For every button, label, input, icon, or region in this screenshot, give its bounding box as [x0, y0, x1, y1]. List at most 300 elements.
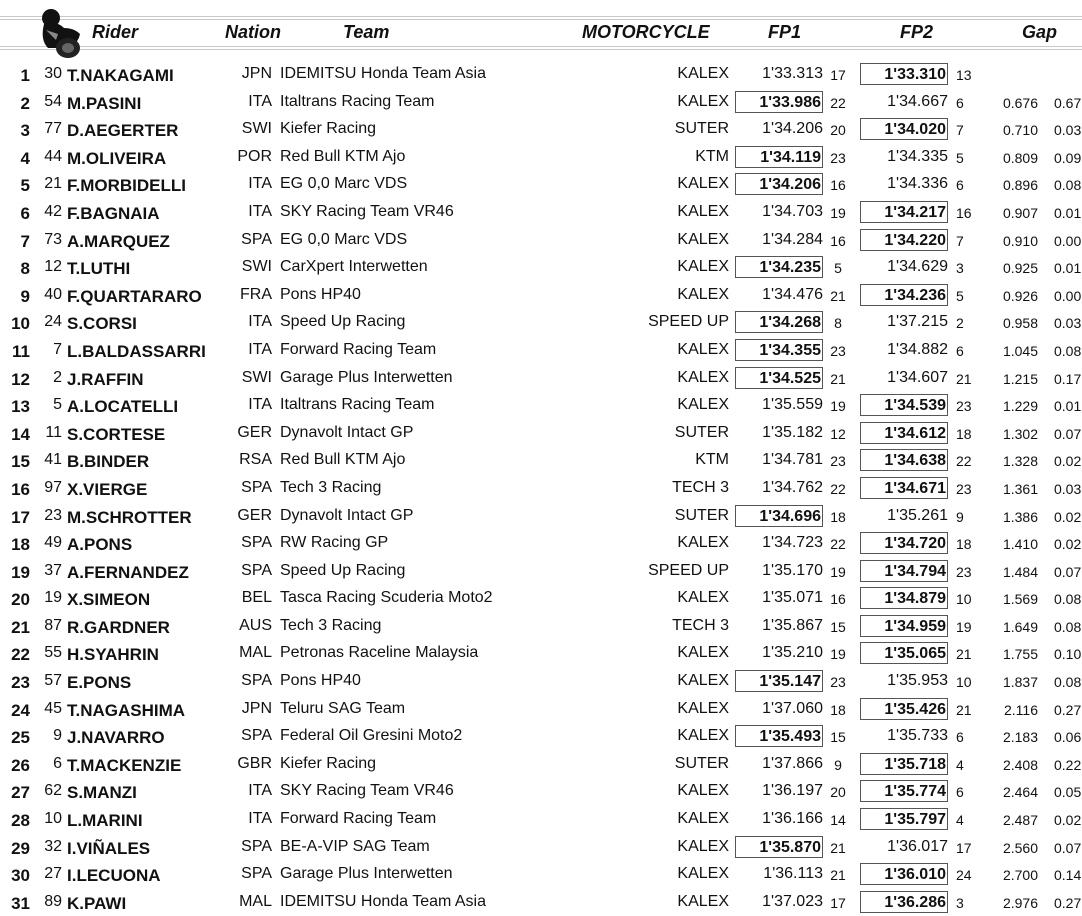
- gap-previous-cell: 0.03: [1054, 122, 1082, 139]
- fp1-time-cell: 1'35.210: [762, 644, 823, 662]
- nation-cell: SWI: [241, 120, 272, 138]
- gap-first-cell: 1.229: [1002, 398, 1038, 415]
- team-cell: Tech 3 Racing: [280, 478, 382, 496]
- fp2-time-cell: 1'34.671: [860, 477, 948, 499]
- position-cell: 18: [11, 535, 30, 555]
- rider-name-cell: B.BINDER: [67, 452, 150, 472]
- rider-name-cell: L.BALDASSARRI: [67, 341, 206, 361]
- table-row: [0, 337, 1082, 365]
- table-row: [0, 144, 1082, 172]
- team-cell: Garage Plus Interwetten: [280, 865, 453, 883]
- motorcycle-cell: SUTER: [674, 506, 729, 524]
- rider-number-cell: 41: [44, 451, 62, 469]
- table-row: [0, 696, 1082, 724]
- fp2-laps-cell: 5: [956, 149, 964, 166]
- rider-name-cell: K.PAWI: [67, 893, 127, 913]
- rider-name-cell: A.MARQUEZ: [67, 231, 170, 251]
- team-cell: IDEMITSU Honda Team Asia: [280, 892, 487, 910]
- team-cell: SKY Racing Team VR46: [280, 202, 454, 220]
- team-cell: Tasca Racing Scuderia Moto2: [280, 589, 493, 607]
- fp1-laps-cell: 22: [830, 94, 846, 111]
- rider-number-cell: 11: [45, 423, 62, 441]
- rider-name-cell: F.MORBIDELLI: [67, 176, 186, 196]
- team-cell: Dynavolt Intact GP: [280, 423, 414, 441]
- rider-name-cell: M.PASINI: [67, 93, 142, 113]
- position-cell: 22: [11, 645, 30, 665]
- gap-previous-cell: 0.08: [1054, 177, 1082, 194]
- position-cell: 17: [11, 507, 30, 527]
- table-row: [0, 475, 1082, 503]
- gap-previous-cell: 0.03: [1054, 315, 1082, 332]
- fp1-laps-cell: 19: [830, 646, 846, 663]
- rider-name-cell: F.QUARTARARO: [67, 286, 202, 306]
- fp2-time-cell: 1'35.065: [860, 642, 948, 664]
- fp1-time-cell: 1'35.170: [762, 561, 823, 579]
- nation-cell: BEL: [241, 589, 272, 607]
- header-fp1: FP1: [768, 22, 802, 42]
- fp2-time-cell: 1'34.220: [860, 229, 948, 251]
- motorcycle-cell: KALEX: [677, 92, 729, 110]
- fp1-laps-cell: 23: [830, 342, 846, 359]
- rider-name-cell: T.NAKAGAMI: [67, 66, 174, 85]
- fp1-time-cell: 1'34.268: [735, 311, 823, 333]
- fp2-laps-cell: 7: [956, 122, 964, 139]
- rider-number-cell: 19: [44, 589, 62, 607]
- fp2-laps-cell: 3: [956, 260, 964, 277]
- rider-number-cell: 9: [53, 727, 62, 745]
- team-cell: CarXpert Interwetten: [280, 258, 428, 276]
- gap-first-cell: 0.907: [1002, 204, 1038, 221]
- team-cell: Forward Racing Team: [280, 810, 437, 828]
- fp1-laps-cell: 22: [830, 536, 846, 553]
- fp1-laps-cell: 20: [830, 784, 846, 801]
- gap-previous-cell: 0.02: [1054, 453, 1082, 470]
- fp1-laps-cell: 19: [830, 398, 846, 415]
- rider-number-cell: 23: [44, 506, 62, 524]
- position-cell: 7: [20, 231, 30, 251]
- position-cell: 14: [11, 424, 30, 444]
- gap-first-cell: 1.045: [1002, 342, 1038, 359]
- fp2-time-cell: 1'36.010: [860, 863, 948, 885]
- rider-name-cell: S.CORSI: [67, 314, 137, 334]
- gap-previous-cell: 0.27: [1054, 701, 1082, 718]
- gap-first-cell: 1.649: [1002, 618, 1038, 635]
- header-nation: Nation: [225, 22, 281, 42]
- table-row: [0, 613, 1082, 641]
- gap-first-cell: 1.484: [1002, 563, 1038, 580]
- team-cell: Petronas Raceline Malaysia: [280, 644, 479, 662]
- team-cell: EG 0,0 Marc VDS: [280, 175, 408, 193]
- gap-previous-cell: 0.08: [1054, 618, 1082, 635]
- table-row: [0, 365, 1082, 393]
- fp2-laps-cell: 13: [956, 67, 972, 83]
- gap-first-cell: 0.910: [1002, 232, 1038, 249]
- nation-cell: JPN: [241, 699, 272, 717]
- nation-cell: SPA: [241, 478, 272, 496]
- fp2-laps-cell: 19: [956, 618, 972, 635]
- table-row: [0, 227, 1082, 255]
- gap-first-cell: 0.896: [1002, 177, 1038, 194]
- fp1-time-cell: 1'34.119: [735, 146, 823, 168]
- team-cell: Speed Up Racing: [280, 561, 406, 579]
- fp2-laps-cell: 6: [956, 784, 964, 801]
- position-cell: 26: [11, 755, 30, 775]
- fp2-time-cell: 1'35.718: [860, 753, 948, 775]
- gap-first-cell: 2.487: [1002, 812, 1038, 829]
- rider-number-cell: 37: [44, 561, 62, 579]
- gap-previous-cell: 0.02: [1054, 508, 1082, 525]
- gap-previous-cell: 0.02: [1054, 812, 1082, 829]
- fp2-time-cell: 1'35.261: [887, 506, 948, 524]
- position-cell: 23: [11, 673, 30, 693]
- rider-name-cell: D.AEGERTER: [67, 121, 179, 141]
- table-row: [0, 420, 1082, 448]
- rider-name-cell: R.GARDNER: [67, 617, 170, 637]
- rider-name-cell: M.SCHROTTER: [67, 507, 192, 527]
- rider-name-cell: A.PONS: [67, 535, 133, 555]
- fp2-laps-cell: 18: [956, 425, 972, 442]
- header-top-rule: [0, 16, 1082, 17]
- table-row: [0, 778, 1082, 806]
- fp1-laps-cell: 12: [830, 425, 846, 442]
- position-cell: 28: [11, 811, 30, 831]
- rider-number-cell: 89: [44, 892, 62, 910]
- position-cell: 31: [11, 893, 30, 913]
- gap-previous-cell: 0.01: [1054, 260, 1082, 277]
- table-header: [0, 0, 1082, 56]
- motorcycle-cell: TECH 3: [672, 478, 729, 496]
- rider-number-cell: 10: [44, 810, 62, 828]
- gap-first-cell: 2.408: [1002, 756, 1038, 773]
- nation-cell: AUS: [239, 616, 272, 634]
- fp2-laps-cell: 6: [956, 177, 964, 194]
- nation-cell: ITA: [248, 396, 272, 414]
- nation-cell: MAL: [239, 892, 272, 910]
- nation-cell: SPA: [241, 727, 272, 745]
- nation-cell: ITA: [248, 202, 272, 220]
- gap-first-cell: 1.361: [1002, 480, 1038, 497]
- fp2-laps-cell: 21: [956, 370, 972, 387]
- gap-first-cell: 1.569: [1002, 591, 1038, 608]
- motorcycle-cell: KALEX: [677, 230, 729, 248]
- team-cell: EG 0,0 Marc VDS: [280, 230, 408, 248]
- team-cell: Pons HP40: [280, 285, 361, 303]
- gap-first-cell: 1.302: [1002, 425, 1038, 442]
- fp1-time-cell: 1'34.206: [735, 173, 823, 195]
- table-row: [0, 254, 1082, 282]
- gap-previous-cell: 0.08: [1054, 674, 1082, 691]
- rider-number-cell: 42: [44, 202, 62, 220]
- motorcycle-cell: SPEED UP: [648, 313, 729, 331]
- team-cell: Pons HP40: [280, 672, 361, 690]
- fp1-laps-cell: 17: [830, 894, 846, 911]
- fp1-time-cell: 1'35.182: [762, 423, 823, 441]
- nation-cell: JPN: [241, 65, 272, 82]
- fp1-time-cell: 1'34.703: [762, 202, 823, 220]
- gap-first-cell: 1.837: [1002, 674, 1038, 691]
- position-cell: 8: [20, 259, 30, 279]
- fp1-time-cell: 1'34.206: [762, 120, 823, 138]
- fp2-time-cell: 1'34.336: [887, 175, 948, 193]
- position-cell: 3: [20, 121, 30, 141]
- fp1-time-cell: 1'34.235: [735, 256, 823, 278]
- gap-first-cell: 2.976: [1002, 894, 1038, 911]
- table-row: [0, 199, 1082, 227]
- gap-previous-cell: 0.01: [1054, 204, 1082, 221]
- position-cell: 21: [11, 617, 30, 637]
- fp1-laps-cell: 21: [830, 287, 846, 304]
- nation-cell: ITA: [248, 313, 272, 331]
- fp1-time-cell: 1'35.493: [735, 725, 823, 747]
- nation-cell: FRA: [240, 285, 272, 303]
- nation-cell: SPA: [241, 837, 272, 855]
- fp2-time-cell: 1'34.335: [887, 147, 948, 165]
- fp1-time-cell: 1'34.762: [762, 478, 823, 496]
- table-row: [0, 668, 1082, 696]
- rider-name-cell: X.SIMEON: [67, 590, 151, 610]
- header-motorcycle: MOTORCYCLE: [582, 22, 710, 42]
- position-cell: 16: [11, 479, 30, 499]
- table-row: [0, 309, 1082, 337]
- rider-name-cell: A.FERNANDEZ: [67, 562, 189, 582]
- header-fp2: FP2: [900, 22, 934, 42]
- gap-first-cell: 0.958: [1002, 315, 1038, 332]
- motorcycle-cell: SUTER: [674, 754, 729, 772]
- fp1-time-cell: 1'37.866: [762, 754, 823, 772]
- fp2-time-cell: 1'34.607: [887, 368, 948, 386]
- fp1-time-cell: 1'36.197: [762, 782, 823, 800]
- position-cell: 12: [11, 369, 30, 389]
- fp2-time-cell: 1'36.286: [860, 891, 948, 913]
- fp1-time-cell: 1'34.696: [735, 505, 823, 527]
- fp2-time-cell: 1'34.629: [887, 258, 948, 276]
- motorcycle-cell: KALEX: [677, 340, 729, 358]
- team-cell: Speed Up Racing: [280, 313, 406, 331]
- team-cell: Dynavolt Intact GP: [280, 506, 414, 524]
- fp2-laps-cell: 23: [956, 563, 972, 580]
- position-cell: 4: [20, 148, 30, 168]
- rider-number-cell: 5: [53, 396, 62, 414]
- table-row: [0, 640, 1082, 668]
- nation-cell: ITA: [248, 782, 272, 800]
- motorcycle-cell: KALEX: [677, 368, 729, 386]
- rider-number-cell: 21: [44, 175, 62, 193]
- rider-name-cell: J.RAFFIN: [67, 369, 144, 389]
- fp1-laps-cell: 22: [830, 480, 846, 497]
- fp2-laps-cell: 21: [956, 701, 972, 718]
- position-cell: 25: [11, 728, 30, 748]
- rider-number-cell: 73: [44, 230, 62, 248]
- fp2-time-cell: 1'35.426: [860, 698, 948, 720]
- table-row: [0, 889, 1082, 916]
- team-cell: SKY Racing Team VR46: [280, 782, 454, 800]
- gap-first-cell: 0.926: [1002, 287, 1038, 304]
- fp2-time-cell: 1'34.638: [860, 449, 948, 471]
- rider-name-cell: T.NAGASHIMA: [67, 700, 186, 720]
- rider-name-cell: S.MANZI: [67, 783, 137, 803]
- motorcycle-cell: KALEX: [677, 534, 729, 552]
- gap-previous-cell: 0.67: [1054, 94, 1082, 111]
- fp1-laps-cell: 19: [830, 563, 846, 580]
- fp2-laps-cell: 18: [956, 536, 972, 553]
- motorcycle-cell: KALEX: [677, 644, 729, 662]
- rider-number-cell: 24: [44, 313, 62, 331]
- rider-name-cell: I.VIÑALES: [67, 838, 151, 858]
- fp1-time-cell: 1'34.723: [762, 534, 823, 552]
- position-cell: 20: [11, 590, 30, 610]
- gap-previous-cell: 0.07: [1054, 425, 1082, 442]
- fp1-laps-cell: 19: [830, 204, 846, 221]
- gap-first-cell: 1.410: [1002, 536, 1038, 553]
- nation-cell: SPA: [241, 865, 272, 883]
- fp1-time-cell: 1'34.476: [762, 285, 823, 303]
- table-row: [0, 861, 1082, 889]
- table-row: [0, 282, 1082, 310]
- fp1-laps-cell: 23: [830, 149, 846, 166]
- fp2-laps-cell: 9: [956, 508, 964, 525]
- nation-cell: SPA: [241, 672, 272, 690]
- gap-previous-cell: 0.27: [1054, 894, 1082, 911]
- position-cell: 10: [11, 314, 30, 334]
- team-cell: Garage Plus Interwetten: [280, 368, 453, 386]
- position-cell: 13: [11, 397, 30, 417]
- nation-cell: SPA: [241, 230, 272, 248]
- rider-number-cell: 97: [44, 478, 62, 496]
- fp1-laps-cell: 17: [830, 67, 846, 83]
- position-cell: 30: [11, 866, 30, 886]
- nation-cell: POR: [237, 147, 272, 165]
- gap-previous-cell: 0.10: [1054, 646, 1082, 663]
- rider-number-cell: 30: [44, 65, 62, 82]
- rider-name-cell: F.BAGNAIA: [67, 203, 160, 223]
- table-row: [0, 558, 1082, 586]
- motorcycle-cell: TECH 3: [672, 616, 729, 634]
- fp2-laps-cell: 17: [956, 839, 972, 856]
- table-row: [0, 503, 1082, 531]
- gap-first-cell: 1.328: [1002, 453, 1038, 470]
- rider-name-cell: L.MARINI: [67, 811, 143, 831]
- rider-name-cell: X.VIERGE: [67, 479, 148, 499]
- motorcycle-cell: KALEX: [677, 699, 729, 717]
- fp2-laps-cell: 5: [956, 287, 964, 304]
- team-cell: Red Bull KTM Ajo: [280, 451, 406, 469]
- rider-number-cell: 7: [53, 340, 62, 358]
- fp2-laps-cell: 23: [956, 398, 972, 415]
- table-row: [0, 171, 1082, 199]
- fp2-time-cell: 1'35.733: [887, 727, 948, 745]
- gap-previous-cell: 0.01: [1054, 398, 1082, 415]
- fp2-time-cell: 1'34.720: [860, 532, 948, 554]
- rider-name-cell: J.NAVARRO: [67, 728, 165, 748]
- gap-first-cell: 0.676: [1002, 94, 1038, 111]
- team-cell: IDEMITSU Honda Team Asia: [280, 65, 487, 82]
- rider-number-cell: 45: [44, 699, 62, 717]
- gap-first-cell: 1.215: [1002, 370, 1038, 387]
- rider-number-cell: 12: [44, 258, 62, 276]
- fp1-laps-cell: 21: [830, 867, 846, 884]
- gap-previous-cell: 0.03: [1054, 480, 1082, 497]
- motorcycle-cell: KALEX: [677, 672, 729, 690]
- gap-first-cell: 0.710: [1002, 122, 1038, 139]
- header-bottom-rule: [0, 46, 1082, 47]
- fp1-laps-cell: 15: [830, 618, 846, 635]
- fp2-laps-cell: 6: [956, 342, 964, 359]
- motorcycle-cell: KALEX: [677, 396, 729, 414]
- gap-first-cell: 1.755: [1002, 646, 1038, 663]
- header-rider: Rider: [92, 22, 139, 42]
- nation-cell: ITA: [248, 92, 272, 110]
- table-row: [0, 806, 1082, 834]
- gap-previous-cell: 0.06: [1054, 729, 1082, 746]
- fp1-laps-cell: 9: [834, 756, 842, 773]
- rider-logo-icon: [38, 4, 88, 60]
- table-row: [0, 61, 1082, 89]
- team-cell: Red Bull KTM Ajo: [280, 147, 406, 165]
- motorcycle-cell: KALEX: [677, 175, 729, 193]
- fp2-time-cell: 1'34.667: [887, 92, 948, 110]
- motorcycle-cell: KALEX: [677, 782, 729, 800]
- nation-cell: GER: [237, 506, 272, 524]
- position-cell: 11: [12, 341, 30, 361]
- fp2-time-cell: 1'37.215: [887, 313, 948, 331]
- rider-number-cell: 27: [44, 865, 62, 883]
- fp2-time-cell: 1'34.539: [860, 394, 948, 416]
- fp2-time-cell: 1'34.959: [860, 615, 948, 637]
- fp2-time-cell: 1'35.774: [860, 780, 948, 802]
- table-row: [0, 392, 1082, 420]
- rider-number-cell: 87: [44, 616, 62, 634]
- rider-number-cell: 44: [44, 147, 62, 165]
- fp1-laps-cell: 23: [830, 453, 846, 470]
- table-row: [0, 447, 1082, 475]
- gap-first-cell: 2.700: [1002, 867, 1038, 884]
- gap-previous-cell: 0.08: [1054, 342, 1082, 359]
- rider-number-cell: 6: [53, 754, 62, 772]
- gap-previous-cell: 0.05: [1054, 784, 1082, 801]
- team-cell: BE-A-VIP SAG Team: [280, 837, 430, 855]
- fp1-time-cell: 1'35.147: [735, 670, 823, 692]
- motorcycle-cell: SUTER: [674, 423, 729, 441]
- table-row: [0, 585, 1082, 613]
- fp2-laps-cell: 23: [956, 480, 972, 497]
- fp2-time-cell: 1'34.236: [860, 284, 948, 306]
- position-cell: 9: [20, 286, 30, 306]
- fp1-time-cell: 1'35.867: [762, 616, 823, 634]
- gap-previous-cell: 0.14: [1054, 867, 1082, 884]
- rider-name-cell: A.LOCATELLI: [67, 397, 179, 417]
- table-row: [0, 834, 1082, 862]
- nation-cell: GER: [237, 423, 272, 441]
- nation-cell: RSA: [239, 451, 272, 469]
- gap-first-cell: 2.116: [1004, 701, 1038, 718]
- gap-previous-cell: 0.00: [1054, 232, 1082, 249]
- fp1-laps-cell: 20: [830, 122, 846, 139]
- fp2-time-cell: 1'34.879: [860, 587, 948, 609]
- gap-previous-cell: 0.08: [1054, 591, 1082, 608]
- position-cell: 1: [20, 66, 30, 85]
- motorcycle-cell: KALEX: [677, 589, 729, 607]
- header-top-rule-2: [0, 19, 1082, 20]
- fp2-time-cell: 1'36.017: [887, 837, 948, 855]
- fp1-time-cell: 1'37.060: [762, 699, 823, 717]
- position-cell: 5: [20, 176, 30, 196]
- nation-cell: SWI: [241, 258, 272, 276]
- team-cell: Kiefer Racing: [280, 120, 377, 138]
- table-row: [0, 89, 1082, 117]
- gap-previous-cell: 0.09: [1054, 149, 1082, 166]
- header-team: Team: [343, 22, 390, 42]
- motorcycle-cell: KALEX: [677, 258, 729, 276]
